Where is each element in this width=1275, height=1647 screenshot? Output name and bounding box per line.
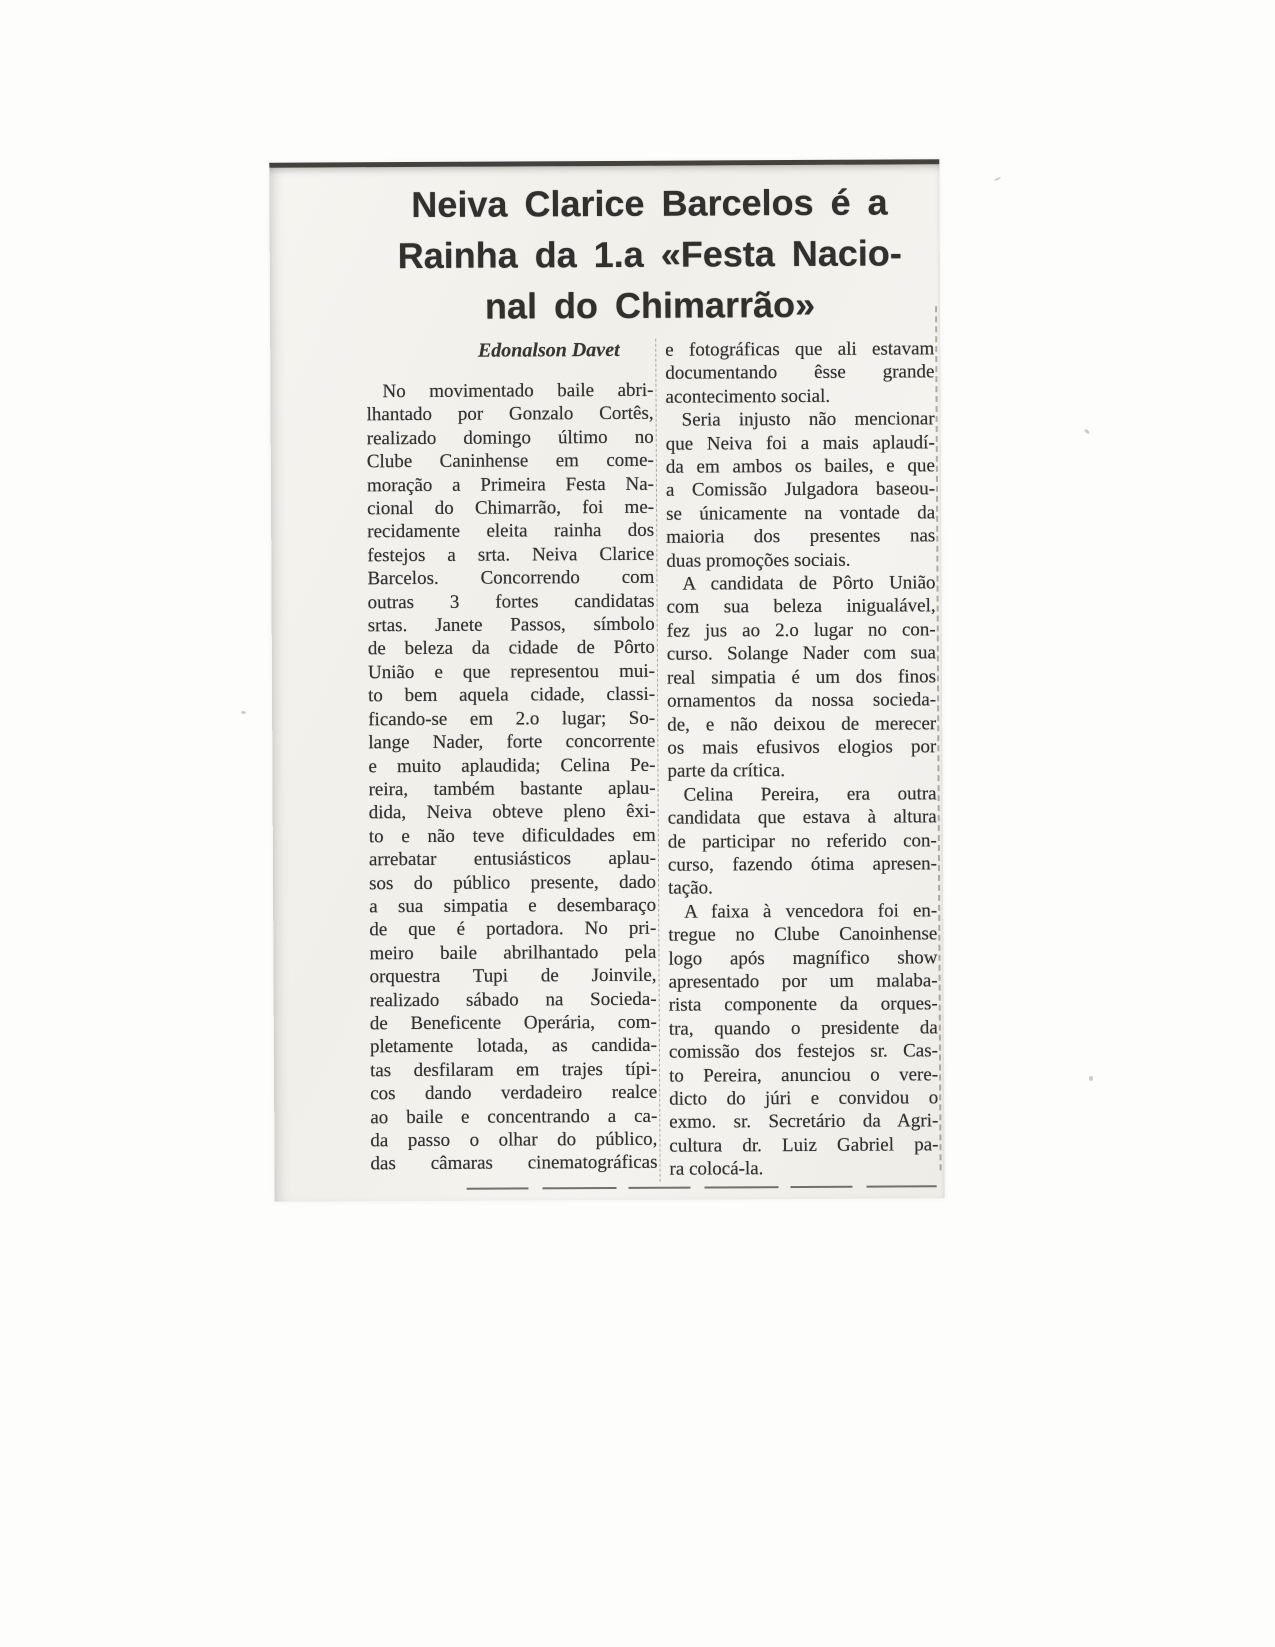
text-line: a sua simpatia e desembaraço <box>369 894 657 918</box>
text-line: das câmaras cinematográficas <box>370 1152 658 1175</box>
text-line: comissão dos festejos sr. Cas- <box>668 1040 938 1063</box>
text-line: União e que representou mui- <box>367 660 655 684</box>
text-line: que Neiva foi a mais aplaudí- <box>665 431 935 455</box>
text-line: e fotográficas que ali estavam <box>665 338 935 361</box>
text-line: moração a Primeira Festa Na- <box>366 473 654 496</box>
text-line: fez jus ao 2.o lugar no con- <box>666 619 936 642</box>
text-line: Clube Caninhense em come- <box>366 449 654 473</box>
article-columns <box>366 337 938 1183</box>
text-line: ornamentos da nossa socieda- <box>667 689 937 712</box>
paragraph <box>666 571 936 783</box>
text-line: pletamente lotada, as candida- <box>369 1035 657 1058</box>
text-line: acontecimento social. <box>665 385 831 408</box>
text-line: Neiva Clarice Barcelos é a <box>411 181 888 226</box>
text-line: maioria dos presentes nas <box>666 525 936 548</box>
text-line: cional do Chimarrão, foi me- <box>367 496 655 520</box>
text-line: exmo. sr. Secretário da Agri- <box>669 1110 939 1134</box>
scan-artifact-speck <box>241 711 246 714</box>
text-line: srtas. Janete Passos, símbolo <box>367 613 655 637</box>
text-line: No movimentado baile abri- <box>382 379 654 403</box>
text-line: da passo o olhar do público, <box>370 1128 658 1152</box>
text-line: rista componente da orques- <box>668 993 938 1017</box>
text-line: com sua beleza inigualável, <box>666 595 936 619</box>
text-line: de beleza da cidade de Pôrto <box>367 637 655 660</box>
scan-artifact-speck <box>1089 1076 1093 1081</box>
text-line: reira, também bastante aplau- <box>368 777 656 801</box>
text-line: meiro baile abrilhantado pela <box>369 941 657 964</box>
text-line: recidamente eleita rainha dos <box>367 520 655 543</box>
scan-artifact-speck <box>994 177 1001 182</box>
text-line: curso, fazendo ótima apresen- <box>667 853 938 876</box>
left-column-text <box>366 379 657 1176</box>
newspaper-clipping <box>269 159 944 1201</box>
text-line: se únicamente na vontade da <box>666 502 936 525</box>
bottom-rule-divider <box>467 1185 937 1189</box>
text-line: de Beneficente Operária, com- <box>369 1011 657 1035</box>
text-line: realizado domingo último no <box>366 426 654 450</box>
text-line: ficando-se em 2.o lugar; So- <box>368 707 656 730</box>
text-line: tra, quando o presidente da <box>668 1017 938 1040</box>
text-line: tregue no Clube Canoinhense <box>668 923 938 946</box>
text-line: Rainha da 1.a «Festa Nacio- <box>397 232 902 277</box>
scan-artifact-speck <box>1084 428 1091 434</box>
text-line: documentando êsse grande <box>665 361 935 385</box>
text-line: ra colocá-la. <box>669 1158 764 1180</box>
text-line: sos do público presente, dado <box>369 871 657 894</box>
text-line: Seria injusto não mencionar <box>681 408 935 431</box>
text-line: festejos a srta. Neiva Clarice <box>367 543 655 567</box>
text-line: orquestra Tupi de Joinvile, <box>369 964 657 988</box>
right-column <box>655 337 938 1181</box>
paragraph <box>666 407 936 572</box>
text-line: to Pereira, anunciou o vere- <box>668 1063 939 1087</box>
text-line: cos dando verdadeiro realce <box>370 1081 658 1105</box>
text-line: Barcelos. Concorrendo com <box>367 567 655 590</box>
text-line: tação. <box>668 877 713 900</box>
text-line: lange Nader, forte concorrente <box>368 730 656 754</box>
text-line: curso. Solange Nader com sua <box>666 642 936 665</box>
text-line: to e não teve dificuldades em <box>368 824 656 847</box>
text-line: os mais efusivos elogios por <box>667 736 937 759</box>
text-line: tas desfilaram em trajes típi- <box>369 1058 658 1082</box>
text-line: de que é portadora. No pri- <box>369 918 657 941</box>
text-line: Celina Pereira, era outra <box>683 782 937 806</box>
paragraph <box>665 337 934 409</box>
text-line: arrebatar entusiásticos aplau- <box>368 847 656 871</box>
text-line: a Comissão Julgadora baseou- <box>665 478 936 502</box>
text-line: candidata que estava à altura <box>667 806 937 829</box>
paragraph <box>668 899 938 1181</box>
article-byline: Edonalson Davet <box>477 338 620 362</box>
paragraph <box>366 379 657 1176</box>
text-line: cultura dr. Luiz Gabriel pa- <box>669 1134 939 1157</box>
text-line: logo após magnífico show <box>668 946 938 970</box>
text-line: dida, Neiva obteve pleno êxi- <box>368 801 656 824</box>
text-line: realizado sábado na Socieda- <box>369 988 657 1011</box>
text-line: apresentado por um malaba- <box>668 970 938 993</box>
text-line: A candidata de Pôrto União <box>682 572 936 595</box>
paragraph <box>668 782 938 900</box>
text-line: ao baile e concentrando a ca- <box>370 1105 658 1128</box>
text-line: e muito aplaudida; Celina Pe- <box>368 754 656 777</box>
text-line: outras 3 fortes candidatas <box>367 590 655 613</box>
left-column <box>366 339 657 1183</box>
text-line: to bem aquela cidade, classi- <box>368 684 656 707</box>
text-line: de, e não deixou de merecer <box>667 712 937 736</box>
text-line: de participar no referido con- <box>667 829 937 853</box>
text-line: real simpatia é um dos finos <box>666 665 937 689</box>
text-line: dicto do júri e convidou o <box>669 1087 939 1110</box>
text-line: duas promoções sociais. <box>666 549 851 572</box>
clipping-content <box>365 164 938 1190</box>
text-line: da em ambos os bailes, e que <box>665 455 935 478</box>
text-line: parte da crítica. <box>667 760 786 782</box>
text-line: lhantado por Gonzalo Cortês, <box>366 403 654 426</box>
text-line: nal do Chimarrão» <box>484 283 816 327</box>
article-headline <box>365 164 934 332</box>
text-line: A faixa à vencedora foi en- <box>684 900 938 923</box>
